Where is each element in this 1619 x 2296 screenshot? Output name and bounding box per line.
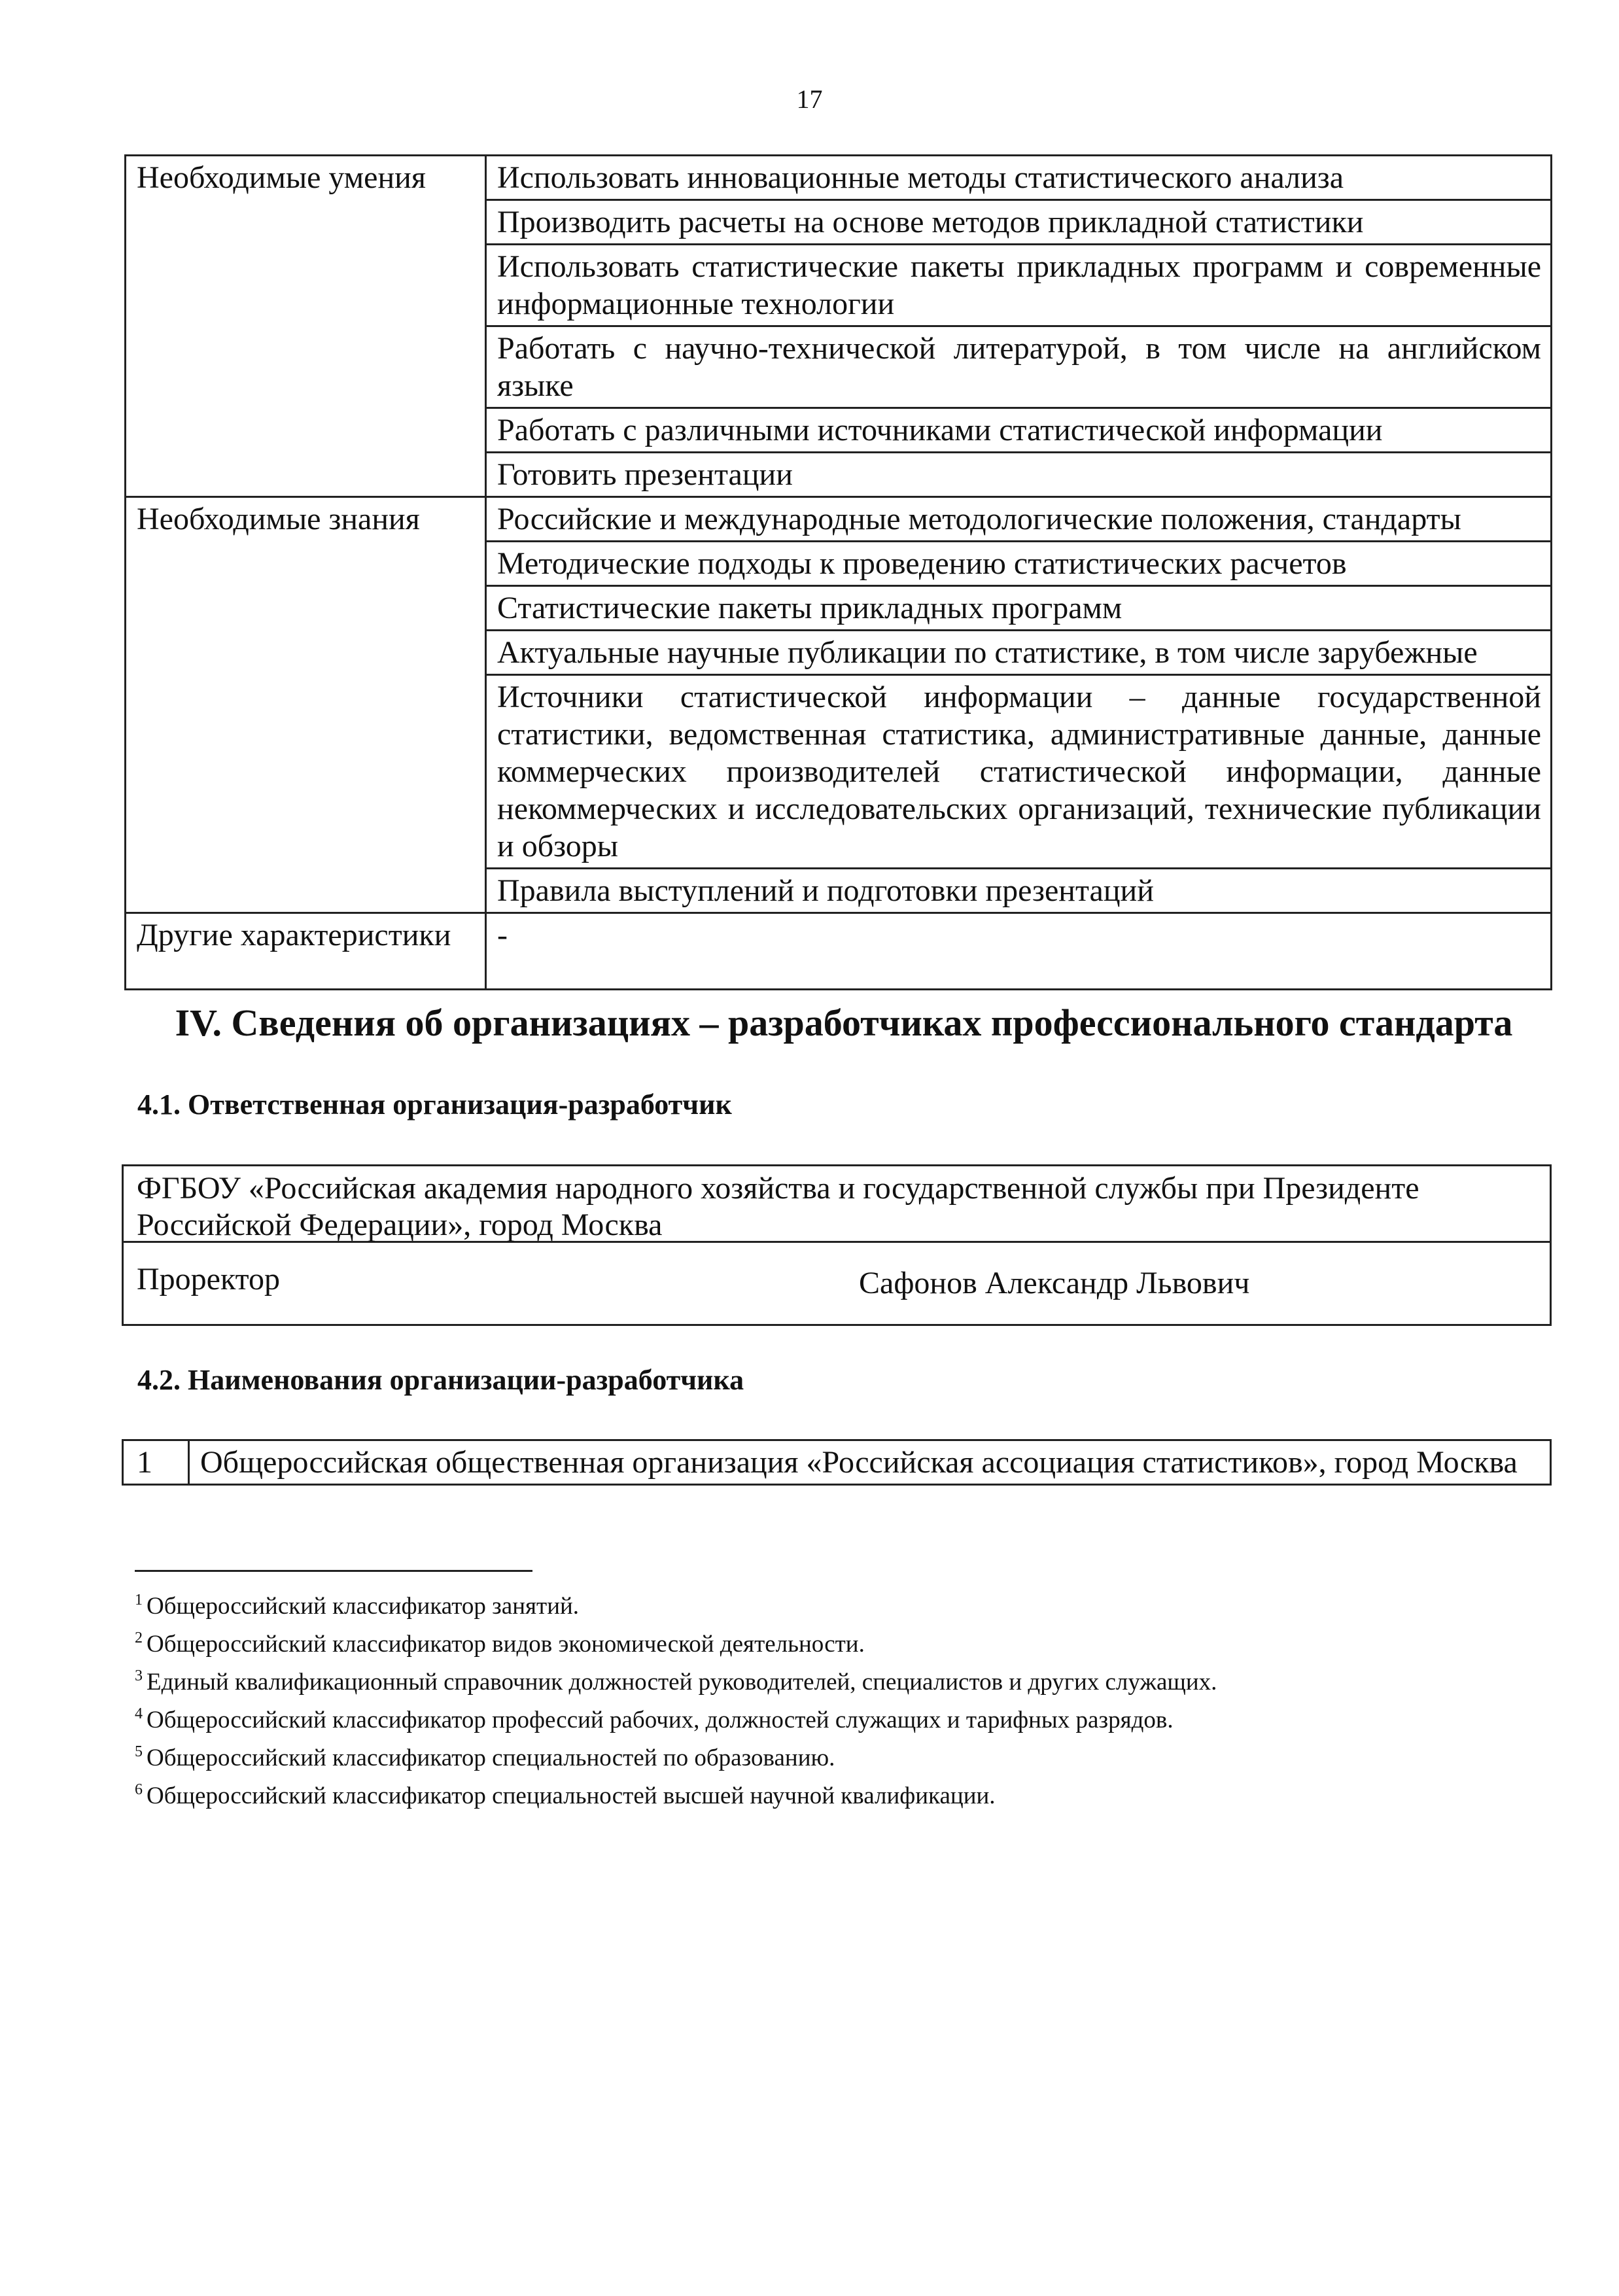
table-cell: Статистические пакеты прикладных программ (486, 586, 1552, 631)
table-cell: Работать с научно-технической литературой, в том числе на английском языке (486, 326, 1552, 408)
footnote-text: Общероссийский классификатор специальностей высшей научной квалификации. (147, 1783, 996, 1809)
row-number: 1 (123, 1440, 189, 1485)
footnote (135, 1660, 1508, 1698)
footnote-text: Общероссийский классификатор специальностей по образованию. (147, 1745, 835, 1771)
signatory-row (124, 1243, 1550, 1324)
table-row (126, 913, 1552, 990)
table-cell: Источники статистической информации – данные государственной статистики, ведомственная статистика, административные данные, данные коммерческих производителей статистической информации, данные некоммерческих и исследовательских организаций, технические публикации и обзоры (486, 675, 1552, 869)
row-label-other: Другие характеристики (126, 913, 486, 990)
table-cell: - (486, 913, 1552, 990)
table-cell: Российские и международные методологические положения, стандарты (486, 497, 1552, 542)
responsible-org-name: ФГБОУ «Российская академия народного хозяйства и государственной службы при Президенте Российской Федерации», город Москва (124, 1166, 1550, 1243)
footnote-text: Общероссийский классификатор занятий. (147, 1593, 580, 1620)
table-cell: Работать с различными источниками статистической информации (486, 408, 1552, 453)
table-cell: Производить расчеты на основе методов прикладной статистики (486, 200, 1552, 245)
footnote-separator (135, 1570, 532, 1572)
table-cell: Правила выступлений и подготовки презентаций (486, 869, 1552, 913)
table-cell: Использовать инновационные методы статистического анализа (486, 156, 1552, 200)
footnote (135, 1736, 1508, 1774)
footnote-mark: 6 (135, 1781, 143, 1798)
responsible-org-heading: 4.1. Ответственная организация-разработчик (137, 1088, 732, 1121)
skills-knowledge-table (124, 154, 1552, 990)
table-row (126, 156, 1552, 200)
footnote-mark: 3 (135, 1667, 143, 1684)
signatory-name: Сафонов Александр Львович (859, 1266, 1250, 1300)
table-cell: Использовать статистические пакеты прикладных программ и современные информационные технологии (486, 245, 1552, 326)
footnote-text: Общероссийский классификатор видов экономической деятельности. (147, 1631, 865, 1658)
table-row (126, 497, 1552, 542)
developer-org-name: Общероссийская общественная организация «Российская ассоциация статистиков», город Москва (189, 1440, 1551, 1485)
page-number: 17 (796, 84, 823, 114)
footnote-mark: 1 (135, 1592, 143, 1609)
footnote (135, 1774, 1508, 1812)
row-label-skills: Необходимые умения (126, 156, 486, 497)
table-cell: Актуальные научные публикации по статистике, в том числе зарубежные (486, 631, 1552, 675)
table-cell: Методические подходы к проведению статистических расчетов (486, 542, 1552, 586)
footnote-mark: 4 (135, 1705, 143, 1722)
footnote (135, 1622, 1508, 1660)
section-iv-title: IV. Сведения об организациях – разработчиках профессионального стандарта (175, 1001, 1513, 1044)
footnote-text: Единый квалификационный справочник должностей руководителей, специалистов и других служащих. (147, 1669, 1217, 1696)
footnote-text: Общероссийский классификатор профессий рабочих, должностей служащих и тарифных разрядов. (147, 1707, 1174, 1733)
footnote (135, 1698, 1508, 1736)
signatory-position: Проректор (137, 1262, 280, 1296)
footnotes-list (135, 1584, 1508, 1812)
developer-orgs-heading: 4.2. Наименования организации-разработчика (137, 1364, 744, 1396)
table-cell: Готовить презентации (486, 453, 1552, 497)
footnote (135, 1584, 1508, 1622)
row-label-knowledge: Необходимые знания (126, 497, 486, 913)
responsible-org-box (122, 1164, 1552, 1326)
footnote-mark: 2 (135, 1629, 143, 1646)
developer-orgs-table (122, 1439, 1552, 1486)
table-row (123, 1440, 1551, 1485)
footnote-mark: 5 (135, 1743, 143, 1760)
